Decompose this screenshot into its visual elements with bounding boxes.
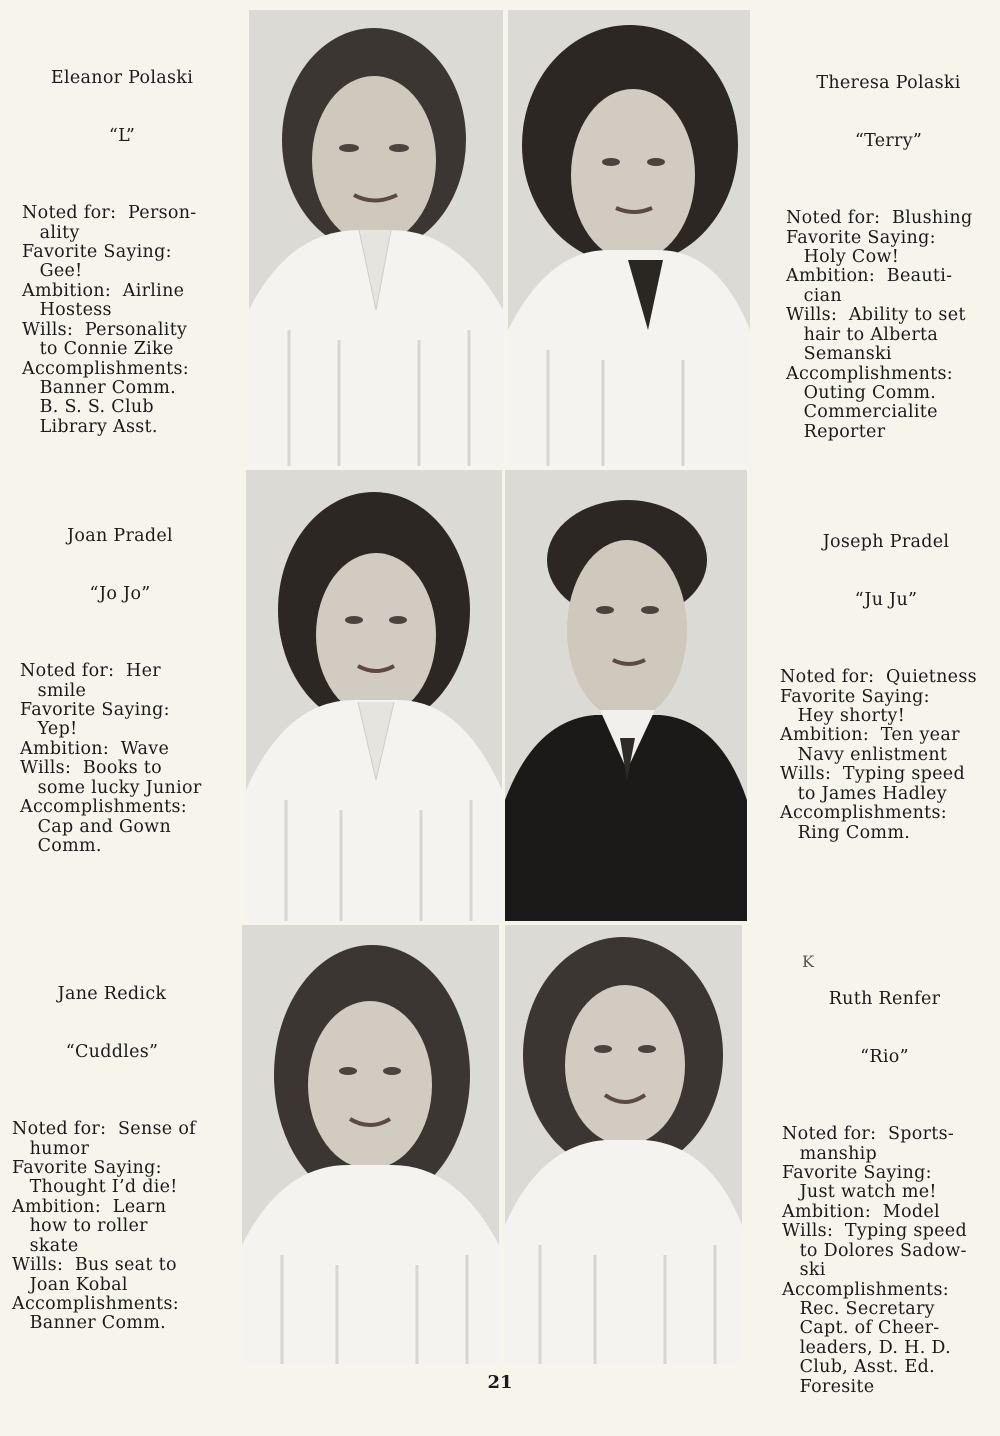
bio-line: Ambition: Ten year (780, 725, 960, 746)
bio-lines (20, 662, 220, 856)
portrait-photo-theresa-polaski (508, 10, 750, 466)
bio-line: to James Hadley (780, 783, 947, 804)
bio-line: Wills: Personality (22, 319, 188, 340)
bio-line: Gee! (22, 261, 83, 282)
bio-line: Noted for: Blushing (786, 208, 973, 229)
senior-name: Eleanor Polaski (50, 67, 194, 88)
bio-line: Semanski (786, 344, 892, 365)
senior-name: Theresa Polaski (816, 72, 961, 93)
bio-line: Favorite Saying: (20, 700, 170, 721)
bio-line: Noted for: Quietness (780, 667, 977, 688)
senior-name: Joseph Pradel (822, 531, 950, 552)
bio-line: Wills: Ability to set (786, 305, 966, 326)
bio-line: Wills: Books to (20, 758, 162, 779)
portrait-photo-joseph-pradel (505, 470, 747, 921)
bio-line: Wills: Typing speed (780, 764, 965, 785)
bio-line: Favorite Saying: (12, 1158, 162, 1179)
bio-line: Noted for: Sports- (782, 1124, 955, 1145)
bio-line: leaders, D. H. D. (782, 1337, 951, 1358)
bio-line: Just watch me! (782, 1182, 937, 1203)
senior-nickname: “Rio” (860, 1047, 909, 1068)
bio-lines (12, 1120, 212, 1333)
senior-nickname: “Terry” (854, 131, 923, 152)
bio-lines (22, 204, 222, 437)
bio-line: humor (12, 1138, 90, 1159)
bio-lines (786, 209, 991, 442)
bio-line: Ambition: Beauti- (786, 266, 953, 287)
bio-line: Commercialite (786, 402, 938, 423)
senior-nickname: “L” (108, 126, 136, 147)
bio-line: B. S. S. Club (22, 397, 154, 418)
bio-line: Thought I’d die! (12, 1177, 178, 1198)
bio-line: Favorite Saying: (786, 227, 936, 248)
bio-line: Hey shorty! (780, 706, 906, 727)
bio-line: Ambition: Model (782, 1201, 940, 1222)
bio-line: to Dolores Sadow- (782, 1240, 967, 1261)
bio-line: ality (22, 222, 80, 243)
bio-line: Ring Comm. (780, 822, 911, 843)
bio-line: Outing Comm. (786, 382, 937, 403)
bio-line: Yep! (20, 719, 78, 740)
bio-line: Accomplishments: (780, 803, 947, 824)
bio-line: Joan Kobal (12, 1274, 128, 1295)
bio-line: Noted for: Sense of (12, 1119, 196, 1140)
bio-line: how to roller (12, 1216, 148, 1237)
senior-nickname: “Jo Jo” (89, 584, 151, 605)
bio-line: Navy enlistment (780, 744, 948, 765)
senior-name: Ruth Renfer (828, 988, 941, 1009)
portrait-photo-ruth-renfer (505, 925, 742, 1364)
bio-line: Accomplishments: (22, 358, 189, 379)
bio-line: Favorite Saying: (780, 686, 930, 707)
portrait-photo-eleanor-polaski (249, 10, 503, 466)
bio-line: some lucky Junior (20, 777, 202, 798)
bio-line: Holy Cow! (786, 247, 900, 268)
bio-line: Cap and Gown (20, 816, 172, 837)
bio-theresa-polaski (786, 35, 991, 481)
bio-jane-redick (12, 946, 212, 1373)
bio-eleanor-polaski (22, 30, 222, 476)
bio-line: Accomplishments: (786, 363, 953, 384)
bio-joseph-pradel (780, 494, 992, 882)
bio-line: Wills: Typing speed (782, 1221, 967, 1242)
bio-line: hair to Alberta (786, 324, 939, 345)
bio-line: Accomplishments: (12, 1293, 179, 1314)
bio-line: to Connie Zike (22, 339, 174, 360)
bio-line: Foresite (782, 1376, 875, 1397)
bio-line: Accomplishments: (20, 797, 187, 818)
senior-nickname: “Ju Ju” (854, 590, 918, 611)
bio-line: Ambition: Airline (22, 280, 185, 301)
senior-name: Jane Redick (57, 983, 167, 1004)
bio-line: Club, Asst. Ed. (782, 1357, 935, 1378)
senior-name: Joan Pradel (67, 525, 173, 546)
portrait-photo-jane-redick (242, 925, 499, 1364)
bio-line: Hostess (22, 300, 112, 321)
bio-line: Accomplishments: (782, 1279, 949, 1300)
bio-line: Library Asst. (22, 416, 158, 437)
portrait-photo-joan-pradel (246, 470, 502, 921)
bio-line: manship (782, 1143, 878, 1164)
bio-line: Wills: Bus seat to (12, 1255, 177, 1276)
senior-nickname: “Cuddles” (65, 1042, 159, 1063)
bio-lines (780, 668, 992, 843)
bio-line: Rec. Secretary (782, 1298, 935, 1319)
page-number: 21 (487, 1372, 513, 1393)
bio-line: Noted for: Person- (22, 203, 197, 224)
bio-line: Comm. (20, 835, 102, 856)
bio-line: skate (12, 1235, 79, 1256)
bio-ruth-renfer (782, 951, 987, 1436)
bio-line: Noted for: Her (20, 661, 161, 682)
bio-line: cian (786, 285, 842, 306)
bio-line: Ambition: Learn (12, 1196, 167, 1217)
bio-line: smile (20, 680, 87, 701)
bio-line: Banner Comm. (22, 377, 176, 398)
bio-line: Favorite Saying: (782, 1163, 932, 1184)
bio-line: Ambition: Wave (20, 738, 170, 759)
bio-line: Favorite Saying: (22, 242, 172, 263)
bio-lines (782, 1125, 987, 1397)
pen-mark: K (802, 952, 814, 971)
bio-line: Banner Comm. (12, 1313, 166, 1334)
bio-line: ski (782, 1260, 826, 1281)
bio-joan-pradel (20, 488, 220, 895)
bio-line: Capt. of Cheer- (782, 1318, 940, 1339)
bio-line: Reporter (786, 421, 886, 442)
